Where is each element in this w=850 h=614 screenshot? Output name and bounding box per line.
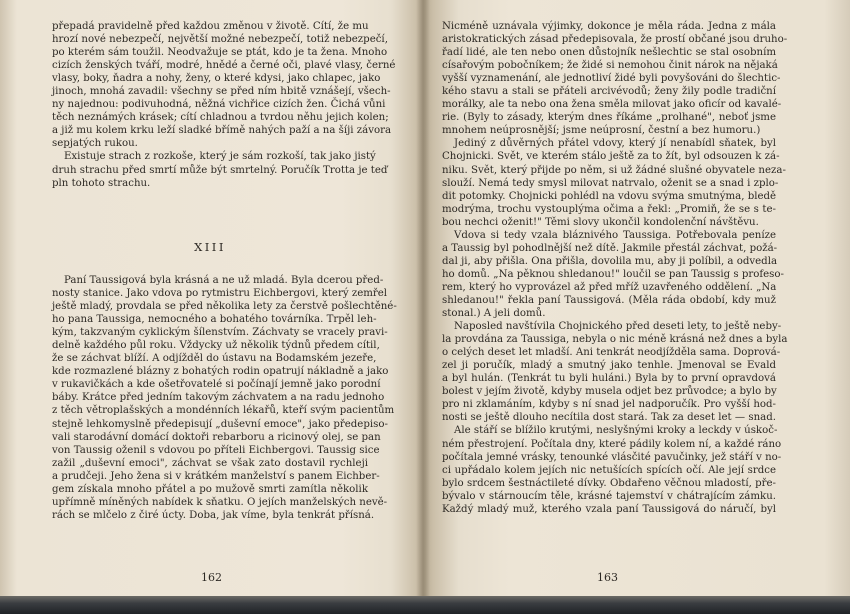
left-page-text xyxy=(52,20,396,190)
text-line: von Taussig oženil s vdovou po příteli Eichbergovi. Taussig sice xyxy=(52,444,380,456)
text-line: o celých deset let mladší. Ani tenkrát neodjížděla sama. Doprová- xyxy=(442,347,781,359)
text-line: dal ji, aby přišla. Ona přišla, dovolila mu, aby ji políbil, a odvedla xyxy=(442,255,778,267)
book-gutter xyxy=(416,0,430,598)
right-paragraph-3 xyxy=(442,229,784,320)
text-line: pro ni zklamáním, kdyby s ní snad jel nadporučík. Pro vyšší hod- xyxy=(442,399,776,411)
text-line: kého stavu a stali se přáteli arcivévodů; ženy žily podle tradiční xyxy=(442,86,776,98)
text-line: aristokratických zásad předepisovala, že prostí občané jsou druho- xyxy=(442,34,788,46)
text-line: bývalo v stárnoucím těle, krásné tajemství v chátrajícím zámku. xyxy=(442,490,776,502)
text-line: Existuje strach z rozkoše, který je sám rozkoší, tak jako jistý xyxy=(64,151,376,163)
text-line: řadí lidé, ale ten nebo onen důstojník nešlechtic se stal osobním xyxy=(442,47,776,59)
right-paragraph-4 xyxy=(442,320,788,424)
text-line: vlasy, boky, ňadra a nohy, ženy, o které kdysi, jako chlapec, jako xyxy=(52,73,381,85)
text-line: zel ji poručík, mladý a smutný jako tenhle. Jmenoval se Evald xyxy=(442,360,776,372)
text-line: morálky, ale ta nebo ona žena směla milovat jako oficír od kavalé- xyxy=(442,99,782,111)
text-line: počítala jemné vrásky, tenounké vlásčité pavučinky, jež stáří v no- xyxy=(442,451,782,463)
text-line: Naposled navštívila Chojnického před deseti lety, to ještě neby- xyxy=(454,321,782,333)
text-line: kým, takzvaným cyklickým šílenstvím. Záchvaty se vracely pravi- xyxy=(52,327,388,339)
text-line: dit potomky. Chojnicki pohlédl na vdovu svýma smutnýma, bledě xyxy=(442,190,777,202)
text-line: z těch větroplašských a mondénních lékařů, kteří svým pacientům xyxy=(52,405,395,417)
text-line: ještě mladý, provdala se před několika lety za čerstvě pošlechtěné- xyxy=(52,301,397,313)
text-line: stonal.) A jeli domů. xyxy=(442,308,546,320)
text-line: stejně lehkomyslně předepisují „duševní emoce", jako předepiso- xyxy=(52,418,388,430)
text-line: ném přestrojení. Počítala dny, které pádily kolem ní, a každé ráno xyxy=(442,438,782,450)
text-line: slouží. Nemá tedy smysl milovat natrvalo, oženit se a snad i zplo- xyxy=(442,177,779,189)
text-line: druh strachu před smrtí může být smrtelný. Poručík Trotta je teď xyxy=(52,164,388,176)
text-line: a byl hulán. (Tenkrát tu byli huláni.) Byla by to první opravdová xyxy=(442,373,776,385)
text-line: přepadá pravidelně před každou změnou v životě. Cítí, že mu xyxy=(52,21,369,32)
text-line: vali starodávní domácí doktoři rebarboru a ricinový olej, se pan xyxy=(52,431,381,443)
text-line: ho domů. „Na pěknou shledanou!" loučil se pan Taussig s profeso- xyxy=(442,268,784,280)
text-line: vyšší vyznamenání, ale jednotliví židé byli povyšováni do šlechtic- xyxy=(442,73,781,85)
text-line: bylo srdcem šestnáctileté dívky. Obdařeno věčnou mladostí, pře- xyxy=(442,477,776,489)
table-edge xyxy=(0,596,850,614)
text-line: Chojnicki. Svět, ve kterém stálo ještě za to žít, byl odsouzen k zá- xyxy=(442,151,780,163)
text-line: mnohem neúprosnější; jsme neúprosní, čestní a bez humoru.) xyxy=(442,125,761,137)
text-line: hrozí nové nebezpečí, největší možné nebezpečí, totiž nebezpečí, xyxy=(52,34,388,46)
text-line: Každý mladý muž, kterého vzala paní Taussigová do náručí, byl xyxy=(442,503,776,515)
text-line: báby. Krátce před jedním takovým záchvatem a na radu jednoho xyxy=(52,392,385,404)
text-line: Ale stáří se blížilo krutými, neslyšnými kroky a leckdy v úskoč- xyxy=(454,425,778,437)
text-line: rem, který ho vyprovázel až před mříž uzavřeného oddělení. „Na xyxy=(442,281,777,293)
text-line: pln tohoto strachu. xyxy=(52,177,151,189)
left-paragraph-3 xyxy=(52,274,397,522)
text-line: v rukavičkách a kde ošetřovatelé si počínají jemně jako porodní xyxy=(52,379,381,391)
text-line: bou nechci oženit!" Těmi slovy ukončil kondolenční návštěvu. xyxy=(442,216,759,228)
chapter-title: XIII xyxy=(194,240,226,254)
text-line: rie. (Byly to zásady, kterým dnes říkáme „prolhané", neboť jsme xyxy=(442,112,776,124)
text-line: jinoch, mnohá zavadil: všechny se před ním hbitě vznášejí, všech- xyxy=(52,86,391,98)
text-line: niku. Svět, který přijde po něm, si už žádné slušné obyvatele neza- xyxy=(442,164,786,176)
text-line: sepjatých rukou. xyxy=(52,138,138,150)
text-line: Jediný z důvěrných přátel vdovy, který jí nenabídl sňatek, byl xyxy=(454,138,776,150)
text-line: kde rozmazlené blázny z bohatých rodin opatrují nákladně a jako xyxy=(52,366,389,378)
text-line: nosti se ještě dlouho necítila dost stará. Tak za deset let — snad. xyxy=(442,412,776,424)
text-line: gem získala mnoho přátel a po mužově smrti zamítla několik xyxy=(52,483,368,495)
text-line: císařovým pobočníkem; že židé si nemohou činit nárok na nějaká xyxy=(442,60,778,72)
text-line: a již mu kolem krku leží sladké břímě nahých paží a na šíji závora xyxy=(52,125,392,137)
text-line: Paní Taussigová byla krásná a ne už mladá. Byla dcerou před- xyxy=(64,275,384,286)
right-page-text xyxy=(442,20,788,516)
text-line: la provdána za Taussiga, nebyla o nic méně krásná než dnes a byla xyxy=(442,334,788,346)
text-line: ny najednou: podivuhodná, něžná vichřice cizích žen. Čichá vůni xyxy=(52,99,386,111)
text-line: nosty stanice. Jako vdova po rytmistru Eichbergovi, který zemřel xyxy=(52,288,388,300)
right-paragraph-2 xyxy=(442,137,786,228)
text-line: že se záchvat blíží. A odjížděl do ústavu na Bodamském jezeře, xyxy=(52,353,377,365)
text-line: těch neznámých krásek; cítí chladnou a tvrdou něhu jejich kolen; xyxy=(52,112,389,124)
text-line: a Taussig byl pohodlnější než dítě. Jakmile přestál záchvat, požá- xyxy=(442,242,778,254)
right-paragraph-5 xyxy=(442,424,782,515)
text-line: delně každého půl roku. Vždycky už několik týdnů předem cítil, xyxy=(52,340,380,352)
text-line: ci upřádalo kolem jejích nic netušících spících očí. Ale její srdce xyxy=(442,464,776,476)
text-line: bolest v jejím životě, kdyby musela odjet bez průvodce; a bylo by xyxy=(442,386,777,398)
text-line: ho pana Taussiga, nemocného a bohatého továrníka. Trpěl leh- xyxy=(52,314,377,326)
text-line: Nicméně uznávala výjimky, dokonce je měla ráda. Jedna z mála xyxy=(442,21,776,32)
page-number-right: 163 xyxy=(597,571,618,584)
text-line: cizích ženských tváří, modré, hnědé a černé oči, plavé vlasy, černé xyxy=(52,60,396,72)
text-line: modrýma, trochu vystouplýma očima a řekl: „Promiň, že se s te- xyxy=(442,203,776,215)
left-paragraph-1 xyxy=(52,20,396,150)
left-paragraph-2 xyxy=(52,150,388,189)
text-line: a prudčeji. Jeho žena si v krátkém manželství s panem Eichber- xyxy=(52,470,380,482)
text-line: shledanou!" řekla paní Taussigová. (Měla ráda období, kdy muž xyxy=(442,294,776,306)
text-line: upřímně míněných nabídek k sňatku. O jejích manželských nevě- xyxy=(52,496,388,508)
page-number-left: 162 xyxy=(201,571,222,584)
text-line: po kterém sám toužil. Neodvažuje se ptát, kdo je ta žena. Mnoho xyxy=(52,47,388,59)
text-line: zažil „duševní emoci", záchvat se však zato dostavil rychleji xyxy=(52,457,368,469)
text-line: Vdova si tedy vzala bláznivého Taussiga. Potřebovala peníze xyxy=(454,229,776,241)
text-line: rách se mlčelo z čiré úcty. Doba, jak víme, byla tenkrát přísná. xyxy=(52,509,375,521)
right-paragraph-1 xyxy=(442,20,788,137)
